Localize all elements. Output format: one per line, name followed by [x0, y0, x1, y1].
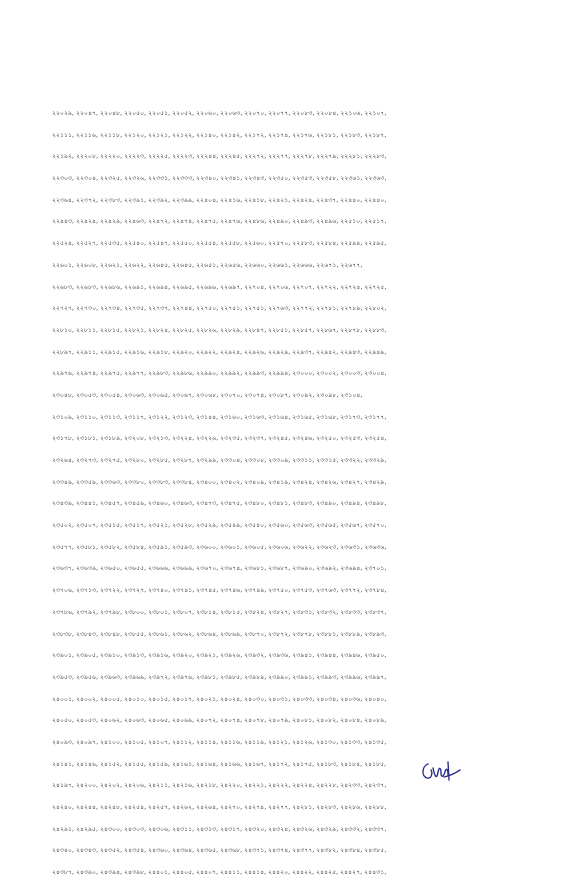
number-line: ২৩৭৮৬, ২৩৭৯২, ২৩৭৯৮, ২৩৮০০, ২৩৮০১, ২৩৮০৭, ২৩৮১৪, ২৩৮১৫, ২৩৮২৪, ২৩৮২৭, ২৩৮৩১, ২৩৮৩২, ২৩৮৩৩, ২৩৮৩৭,	[52, 608, 387, 616]
number-line: ২২৬০১, ২২৬০৮, ২২৬২১, ২২৬২২, ২২৬৪৫, ২২৬৪৫, ২২৬৫১, ২২৬৫৬, ২২৬৬০, ২২৬৬১, ২২৬৬৬, ২২৬৭১, ২২৬৭৭,	[52, 261, 363, 269]
number-line: ২৩৫০২, ২৩৫০৭, ২৩৫১৫, ২৩৫১৭, ২৩৫২১, ২৩৫২৮, ২৩৫২৯, ২৩৫৪৯, ২৩৫৪০, ২৩৫৬০, ২৩৫৬৩, ২৩৫৬৫, ২৩৫৬৭, ২৩৫৭০,	[52, 522, 387, 530]
number-line: ২৪০০১, ২৪০০২, ২৪০০৫, ২৪০১০, ২৪০১৫, ২৪০১৭, ২৪০২১, ২৪০২৪, ২৪০৩০, ২৪০৩১, ২৪০৩৩, ২৪০৩৪, ২৪০৩৬, ২৪০৪০,	[52, 695, 387, 703]
number-line: ২২১১১, ২২১১৬, ২২১১৮, ২২১২০, ২২১২১, ২২১২২, ২২১৪০, ২২১৪২, ২২১৭২, ২২১৭৪, ২২১৭৬, ২২১৮১, ২২১৮৩, ২২১৮৭,	[52, 131, 387, 139]
number-line: ২২৮৯৭, ২২৯১১, ২২৯১৫, ২২৯১৬, ২২৯১৮, ২২৯২০, ২২৯২২, ২২৯২৪, ২২৯২৬, ২২৯২৯, ২২৯৩৭, ২২৯৪২, ২২৯৪৩, ২২৯৪৯,	[52, 348, 387, 356]
number-line: ২২৫২৪, ২২৫২৭, ২২৫৩৫, ২২৫৪০, ২২৫৪৭, ২২৫৫০, ২২৫৫৪, ২২৫৫৮, ২২৫৬০, ২২৫৭০, ২২৫৮৩, ২২৫৮৪, ২২৫৯৪, ২২৫৯৫,	[52, 240, 387, 248]
number-line: ২৩২৬৪, ২৩২৭৩, ২৩২৭৫, ২৩২৮০, ২৩২৮৫, ২৩২৮৭, ২৩২৯৯, ২৩৩০৪, ২৩৩০৮, ২৩৩০৯, ২৩৩১১, ২৩৩১৫, ২৩৩২২, ২৩৩২৯,	[52, 457, 387, 464]
number-line: ২২৪৪৩, ২২৪২৪, ২২৪২৯, ২২৪৬৩, ২২৪৭২, ২২৪৭৪, ২২৪৭৫, ২২৪৭৬, ২২৪৮৬, ২২৪৯০, ২২৪৯৩, ২২৪৯৬, ২২৫১০, ২২৫১৭,	[52, 218, 387, 226]
number-line: ২৩৩৪৯, ২৩৩৫৯, ২৩৩৬৩, ২৩৩৮০, ২৩৩৮৩, ২৩৩৮৪, ২৩৪০০, ২৩৪০২, ২৩৪০৯, ২৩৪১৯, ২৩৪২৪, ২৩৪২৬, ২৩৪২৭, ২৩৪২৯,	[52, 478, 387, 486]
number-line: ২৩৯৫৩, ২৩৯৫৬, ২৩৯৬৩, ২৩৯৬৯, ২৩৯৭২, ২৩৯৭৬, ২৩৯৮১, ২৩৯৮৫, ২৩৯৮৯, ২৩৯৯০, ২৩৯৯১, ২৩৯৯৩, ২৩৯৯৬, ২৩৯৯৭,	[52, 673, 387, 681]
number-line: ২৪৩৮৭, ২৪৩৯০, ২৪৩৯৪, ২৪৩৯৮, ২৪৪০১, ২৪৪০৫, ২৪৪০৭, ২৪৪১১, ২৪৪১৪, ২৪৪২০, ২৪৪২২, ২৪৪২৫, ২৪৪২৭, ২৪৪৩১,	[52, 869, 387, 877]
number-line: ২২৬৮৩, ২২৬৮৩, ২২৬৮৬, ২২৬৯১, ২২৬৯৪, ২২৬৯৫, ২২৬৯৬, ২২৬৯৭, ২২৭০৪, ২২৭০৬, ২২৭০৭, ২২৭২২, ২২৭২৪, ২২৭২৫,	[52, 283, 387, 291]
number-line: ২৩৪৩৯, ২৩৪৪১, ২৩৪৫৭, ২৩৪৫৯, ২৩৪৬০, ২৩৪৬৩, ২৩৪৭৩, ২৩৪৭৫, ২৩৪৮০, ২৩৪৮১, ২৩৪৮৩, ২৩৪৯০, ২৩৪৯৪, ২৩৪৯৮,	[52, 500, 387, 508]
number-line: ২৩৯০১, ২৩৯০৫, ২৩৯১০, ২৩৯১৩, ২৩৯১৬, ২৩৯২০, ২৩৯২১, ২৩৯২৬, ২৩৯৩২, ২৩৯৩৬, ২৩৯৪১, ২৩৯৪৪, ২৩৯৪৬, ২৩৯৫০,	[52, 652, 387, 660]
number-line: ২৪৩৪০, ২৪৩৪৩, ২৪৩৫২, ২৪৩৫৪, ২৪৩৬০, ২৪৩৬৪, ২৪৩৬৫, ২৪৩৬৮, ২৪৩৭১, ২৪৩৭৪, ২৪৩৭৭, ২৪৩৮২, ২৪৩৮৪, ২৪৩৮৫,	[52, 847, 387, 855]
number-line: ২৪১৪১, ২৪১৪৬, ২৪১৫২, ২৪১৫৫, ২৪১৫৯, ২৪১৬১, ২৪১৬৪, ২৪১৬৬, ২৪১৬৭, ২৪১৭২, ২৪১৭৫, ২৪১৮৩, ২৪১৮৪, ২৪১৮৫,	[52, 760, 387, 768]
number-line: ২৩৮৩৮, ২৩৮৪৩, ২৩৮৪৮, ২৩৮৫৫, ২৩৮৬১, ২৩৮৬২, ২৩৮৬৪, ২৩৮৬৯, ২৩৮৭০, ২৩৮৭২, ২৩৮৭৮, ২৩৮৮১, ২৩৮৮৯, ২৩৮৯৩,	[52, 630, 387, 638]
signature-icon	[418, 758, 462, 784]
number-line: ২২৯৭৬, ২২৯৭৪, ২২৯৭৫, ২২৯৭৭, ২২৯৮৩, ২২৯৮৬, ২২৯৯০, ২২৯৯২, ২২৯৯৩, ২২৯৯৪, ২৩০০০, ২৩০০২, ২৩০০৩, ২৩০০৪,	[52, 370, 387, 378]
number-line: ২৪১৯৭, ২৪২০০, ২৪২০২, ২৪২০৬, ২৪২১১, ২৪২১৬, ২৪২১৮, ২৪২২০, ২৪২২১, ২৪২২২, ২৪২২৪, ২৪২২৮, ২৪২৩৩, ২৪২৩৭,	[52, 782, 387, 790]
number-line: ২৩১০৯, ২৩১১০, ২৩১১৩, ২৩১১৭, ২৩১২২, ২৩১২৩, ২৩১৪৪, ২৩১৬০, ২৩১৬৩, ২৩১৬৪, ২৩১৬৫, ২৩১৬৮, ২৩১৭৩, ২৩১৭৭,	[52, 413, 387, 421]
number-line: ২৪২৯১, ২৪২৯৫, ২৪৩০০, ২৪৩০৩, ২৪৩০৬, ২৪৩১১, ২৪৩১৩, ২৪৩১৭, ২৪৩২০, ২৪৩২৪, ২৪৩২৬, ২৪৩২৯, ২৪৩৩২, ২৪৩৩৭,	[52, 825, 387, 833]
number-line: ২২৩০৩, ২২৩০৪, ২২৩২৫, ২২৩২৬, ২২৩৩১, ২২৩৩৩, ২২৩৪০, ২২৩৪১, ২২৩৪৩, ২২৩৫০, ২২৩৫৩, ২২৩৫৮, ২২৩৬১, ২২৩৬৩,	[52, 175, 387, 183]
number-line: ২৪০৯৩, ২৪০৯৭, ২৪১০০, ২৪১০৫, ২৪১০৭, ২৪১১২, ২৪১১৪, ২৪১১৬, ২৪১১৯, ২৪১২১, ২৪১২৬, ২৪১৩০, ২৪১৩৩, ২৪১৩৫,	[52, 738, 387, 746]
number-line: ২৪০৫০, ২৪০৫৩, ২৪০৬২, ২৪০৬৩, ২৪০৬৫, ২৪০৬৯, ২৪০৭২, ২৪০৭৪, ২৪০৭৮, ২৪০৭৯, ২৪০৮১, ২৪০৮২, ২৪০৮৪, ২৪০৮৯,	[52, 717, 387, 725]
number-line: ২৩০৪৮, ২৩০৫৩, ২৩০৫৪, ২৩০৬৩, ২৩০৬৫, ২৩০৬৭, ২৩০৬৮, ২৩০৭০, ২৩০৭৪, ২৩০৮৭, ২৩০৯২, ২৩০৯৮, ২৩১০৪,	[52, 391, 363, 399]
number-line: ২৩৬৩৭, ২৩৬৩৯, ২৩৬৫০, ২৩৬৫৫, ২৩৬৬৬, ২৩৬৬৯, ২৩৬৭০, ২৩৬৭৪, ২৩৬৮১, ২৩৬৮৭, ২৩৬৯০, ২৩৬৯২, ২৩৬৯৪, ২৩৭০১,	[52, 565, 387, 573]
number-line: ২২৮১০, ২২৮১১, ২২৮১৫, ২২৮২১, ২২৮২৪, ২২৮২৫, ২২৮২৬, ২২৮২৯, ২২৮৪৭, ২২৮৫১, ২২৮৫৭, ২২৮৬৭, ২২৮৭৮, ২২৮৮৩,	[52, 326, 387, 334]
number-line: ২৩১৭৮, ২৩১৮১, ২৩১৮৯, ২৩২০৮, ২৩২১৩, ২৩২২৪, ২৩২২৬, ২৩২৩৫, ২৩২৩৭, ২৩২৪৫, ২৩২৪৬, ২৩২৫০, ২৩২৫৩, ২৩২৫৪,	[52, 435, 387, 443]
number-line: ২৩৫৭৭, ২৩৫৮১, ২৩৫৮২, ২৩৫৮৪, ২৩৫৯১, ২৩৫৯৩, ২৩৬০০, ২৩৬০১, ২৩৬০৫, ২৩৬০৬, ২৩৬২২, ২৩৬২৩, ২৩৬৩১, ২৩৬৩৬,	[52, 543, 387, 551]
number-line: ২৪২৪০, ২৪২৪৪, ২৪২৪৮, ২৪২৫৪, ২৪২৫৭, ২৪২৬২, ২৪২৬৪, ২৪২৭০, ২৪২৭৪, ২৪২৭৭, ২৪২৮১, ২৪২৮৩, ২৪২৮৬, ২৪২৮৮,	[52, 804, 387, 811]
number-line: ২৩৭০৬, ২৩৭১৩, ২৩৭২২, ২৩৭২৭, ২৩৭৪০, ২৩৭৪১, ২৩৭৪৫, ২৩৭৪৬, ২৩৭৪৯, ২৩৭৫০, ২৩৭৫৩, ২৩৭৬৩, ২৩৭৭২, ২৩৭৮৪,	[52, 587, 387, 595]
number-line: ২২১৯২, ২২২০৮, ২২২২০, ২২২২৩, ২২২২৫, ২২২২৩, ২২২৪৪, ২২২৪৫, ২২২৭২, ২২২৭৭, ২২২৭৮, ২২২৭৯, ২২২৮১, ২২২৮৩,	[52, 153, 387, 161]
number-line: ২২০২৯, ২২০৪৭, ২২০৪৮, ২২০৫০, ২২০৫১, ২২০৫২, ২২০৬০, ২২০৬৩, ২২০৭০, ২২০৭৭, ২২০৮৩, ২২০৮৪, ২২১০৬, ২২১০৭,	[52, 110, 387, 117]
number-line: ২২৭২৭, ২২৭৩০, ২২৭৩৪, ২২৭৩৫, ২২৭৩৭, ২২৭৪৪, ২২৭৫০, ২২৭৫১, ২২৭৫১, ২২৭৬৩, ২২৭৭২, ২২৭৮১, ২২৭৮৯, ২২৮০২,	[52, 305, 387, 313]
number-line: ২২৩৬৪, ২২৩৭২, ২২৩৮৩, ২২৩৯১, ২২৩৯২, ২২৩৯৯, ২২৪০৪, ২২৪১৬, ২২৪১৮, ২২৪২১, ২২৪২৪, ২২৪৩৭, ২২৪৪০, ২২৪৪০,	[52, 196, 387, 204]
